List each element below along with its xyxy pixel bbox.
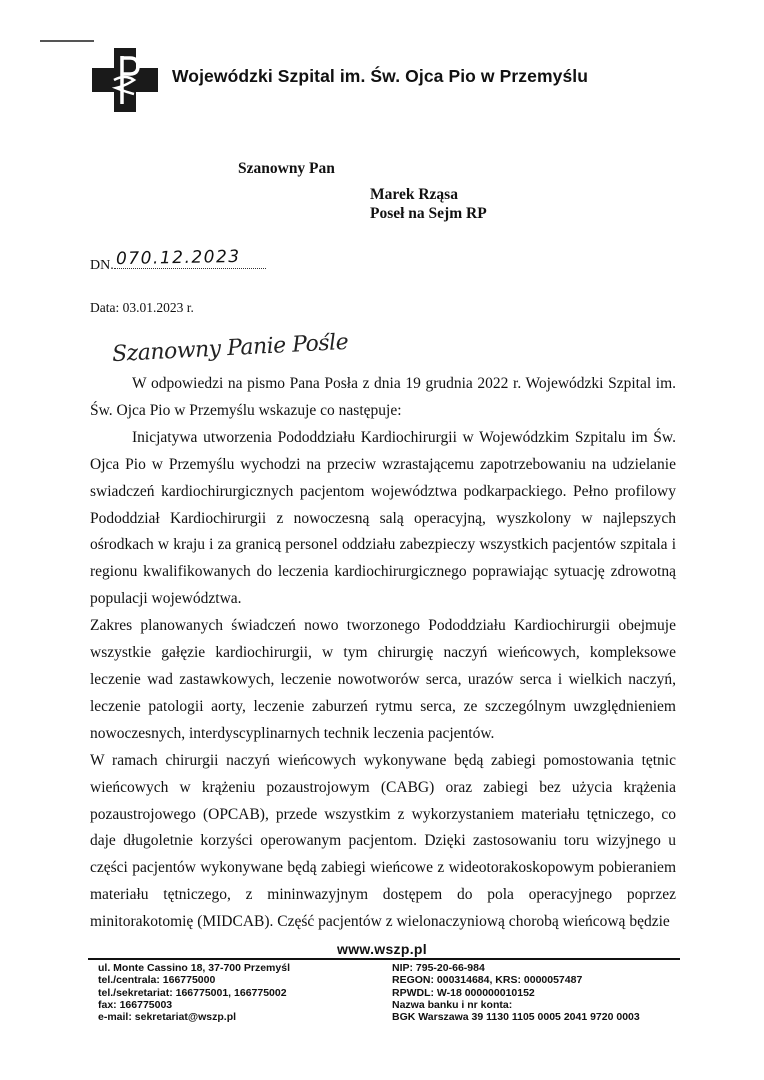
handwritten-greeting: Szanowny Panie Pośle [111, 329, 349, 368]
footer-fax: fax: 166775003 [98, 998, 173, 1011]
recipient-title: Poseł na Sejm RP [370, 205, 487, 222]
dn-handwritten-number: 070.12.2023 [115, 246, 241, 270]
hospital-logo-icon [92, 48, 158, 112]
body-paragraph: Zakres planowanych świadczeń nowo tworzonego Pododdziału Kardiochirurgii obejmuje wszystkie gałęzie kardiochirurgii, w tym chirurgię naczyń wieńcowych, kompleksowe leczenie wad zastawkowych, leczenie nowotworów serca, urazów serca i wielkich naczyń, leczenie patologii aorty, leczenie zaburzeń rytmu serca, ze szczególnym uwzględnieniem nowoczesnych, interdyscyplinarnych technik leczenia pacjentów. [90, 617, 676, 742]
body-paragraph: W ramach chirurgii naczyń wieńcowych wykonywane będą zabiegi pomostowania tętnic wieńcowych w krążeniu pozaustrojowym (CABG) oraz zabiegi bez użycia krążenia pozaustrojowego (OPCAB), przede wszystkim z wykorzystaniem materiału tętniczego, co daje długoletnie korzyści operowanym pacjentom. Dzięki zastosowaniu toru wizyjnego u części pacjentów wykonywane będą zabiegi wieńcowe z wideotorakoskopowym pobieraniem materiału tętniczego, z mininwazyjnym dostępem do pola operacyjnego poprzez minitorakotomię (MIDCAB). Część pacjentów z wielonaczyniową chorobą wieńcową będzie [90, 751, 676, 931]
footer-address: ul. Monte Cassino 18, 37-700 Przemyśl [98, 962, 290, 974]
footer-registry [392, 962, 640, 1023]
recipient-name: Marek Rząsa [370, 186, 458, 203]
footer-contact [98, 962, 290, 1023]
hospital-name: Wojewódzki Szpital im. Św. Ojca Pio w Przemyślu [172, 66, 589, 86]
footer-rpwdl: RPWDL: W-18 000000010152 [392, 986, 535, 999]
footer-bank-label: Nazwa banku i nr konta: [392, 998, 513, 1011]
footer-bank-account: BGK Warszawa 39 1130 1105 0005 2041 9720 0003 [392, 1011, 640, 1024]
footer-regon-krs: REGON: 000314684, KRS: 0000057487 [392, 974, 583, 987]
body-paragraph: Inicjatywa utworzenia Pododdziału Kardiochirurgii w Wojewódzkim Szpitalu im Św. Ojca Pio w Przemyślu wychodzi na przeciw wzrastającemu zapotrzebowaniu na udzielanie swiadczeń kardiochirurgicznych pacjentom województwa podkarpackiego. Pełno profilowy Pododdział Kardiochirurgii z nowoczesną salą operacyjną, wyszkolony w najlepszych ośrodkach w kraju i za granicą personel oddziału zabezpieczy wszystkich pacjentów szpitala i regionu kwalifikowanych do leczenia kardiochirurgicznego poprawiając sytuację zdrowotną populacji województwa. [90, 428, 676, 608]
scan-artifact-line [40, 40, 94, 42]
body-paragraph: W odpowiedzi na pismo Pana Posła z dnia 19 grudnia 2022 r. Wojewódzki Szpital im. Św. Ojca Pio w Przemyślu wskazuje co następuje: [90, 375, 676, 419]
footer-email: e-mail: sekretariat@wszp.pl [98, 1011, 237, 1024]
footer-nip: NIP: 795-20-66-984 [392, 962, 485, 974]
letter-body [90, 371, 676, 936]
dn-label: DN. [90, 258, 114, 273]
footer-website: www.wszp.pl [337, 941, 427, 957]
letter-date: Data: 03.01.2023 r. [90, 300, 194, 315]
salutation: Szanowny Pan [238, 160, 335, 177]
footer-phone-secretariat: tel./sekretariat: 166775001, 166775002 [98, 986, 287, 999]
footer-phone-central: tel./centrala: 166775000 [98, 974, 216, 987]
footer-divider [88, 958, 680, 960]
